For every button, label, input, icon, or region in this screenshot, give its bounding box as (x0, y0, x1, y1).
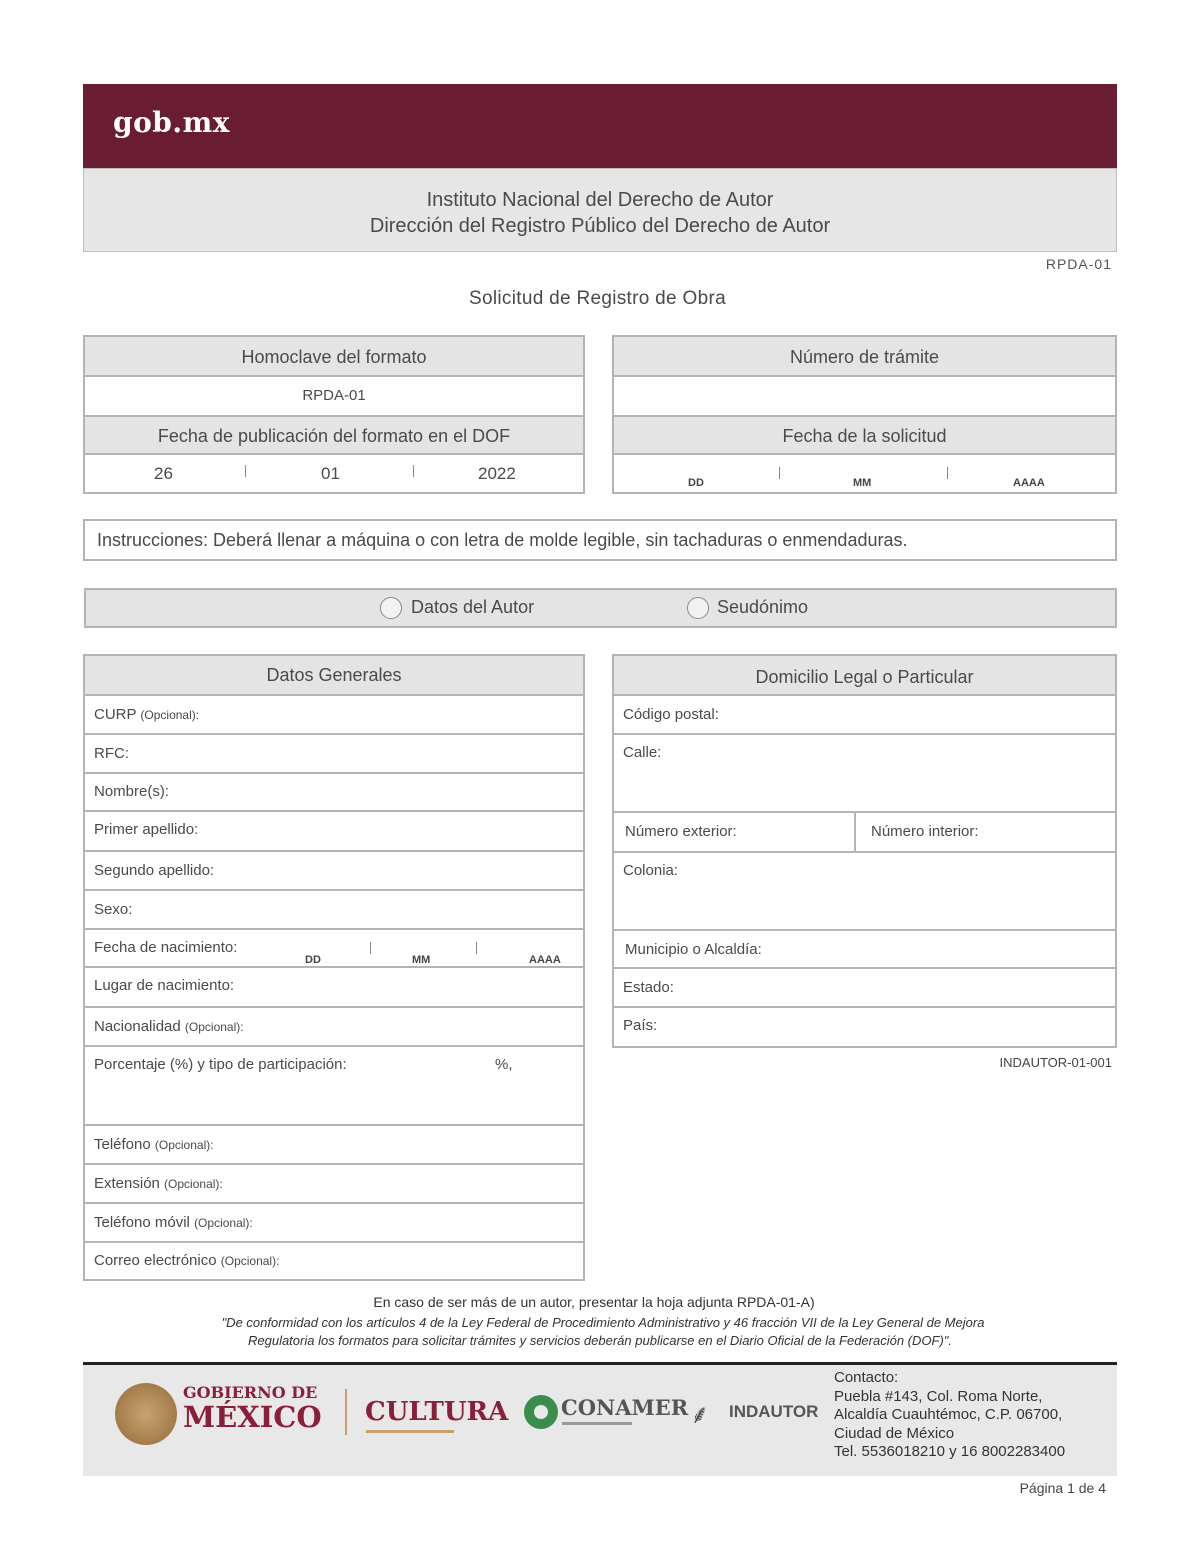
nombre-label: Nombre(s): (94, 783, 170, 800)
date-separator (413, 465, 414, 477)
dd-placeholder: DD (305, 954, 321, 966)
indautor-logo: INDAUTOR (729, 1402, 819, 1421)
colonia-field[interactable] (614, 853, 1115, 931)
gobierno-logo-line1: GOBIERNO DE (183, 1383, 318, 1402)
telefono-movil-field[interactable] (85, 1204, 583, 1243)
fecha-solicitud-field[interactable] (614, 455, 1115, 492)
opcional-label: (Opcional): (194, 1216, 253, 1230)
telefono-field[interactable] (85, 1126, 583, 1165)
domicilio-title: Domicilio Legal o Particular (755, 667, 974, 687)
mm-placeholder: MM (853, 477, 872, 489)
dof-month: 01 (321, 464, 340, 483)
rfc-label: RFC: (94, 745, 129, 762)
conamer-icon (524, 1395, 558, 1429)
numero-row (614, 813, 1115, 853)
opcional-label: (Opcional): (154, 1138, 214, 1152)
estado-field[interactable] (614, 969, 1115, 1008)
homoclave-header (85, 337, 583, 377)
aaaa-placeholder: AAAA (1013, 477, 1045, 489)
logo-divider (345, 1389, 347, 1435)
date-separator (245, 465, 246, 477)
homoclave-value-row (85, 377, 583, 417)
extension-label: Extensión (94, 1175, 160, 1192)
segundo-apellido-field[interactable] (85, 852, 583, 891)
page-number: Página 1 de 4 (1019, 1480, 1106, 1496)
gobierno-de-mexico-logo (183, 1385, 322, 1432)
calle-label: Calle: (623, 744, 662, 761)
footer-band (83, 1362, 1117, 1476)
nacionalidad-field[interactable] (85, 1008, 583, 1047)
numero-interior-field[interactable] (856, 813, 1115, 851)
conamer-logo: CONAMER (561, 1395, 689, 1420)
contact-city: Ciudad de México (834, 1424, 955, 1442)
dof-label: Fecha de publicación del formato en el DOF (157, 426, 511, 446)
radio-datos-autor[interactable] (380, 597, 402, 619)
homoclave-value: RPDA-01 (302, 387, 366, 404)
primer-apellido-field[interactable] (85, 812, 583, 852)
dof-date-row (85, 455, 583, 492)
indautor-icon: ⸙ (690, 1399, 710, 1429)
domicilio-header (614, 656, 1115, 696)
telefono-movil-label: Teléfono móvil (94, 1214, 190, 1231)
lugar-nacimiento-label: Lugar de nacimiento: (94, 977, 235, 994)
porcentaje-field[interactable] (85, 1047, 583, 1126)
opcional-label: (Opcional): (164, 1177, 223, 1191)
datos-generales-header (85, 656, 583, 696)
tramite-box (612, 335, 1117, 494)
pais-label: País: (623, 1017, 658, 1034)
curp-field[interactable] (85, 696, 583, 735)
correo-field[interactable] (85, 1243, 583, 1279)
gob-banner (83, 84, 1117, 168)
date-separator (370, 942, 371, 954)
segundo-apellido-label: Segundo apellido: (94, 862, 215, 879)
instructions-box: Instrucciones: Deberá llenar a máquina o con letra de molde legible, sin tachaduras o enmendaduras. (83, 519, 1117, 561)
nombre-field[interactable] (85, 774, 583, 812)
fecha-nacimiento-label: Fecha de nacimiento: (94, 939, 238, 956)
institute-name: Instituto Nacional del Derecho de Autor (426, 189, 774, 211)
legal-note-line2: Regulatoria los formatos para solicitar trámites y servicios deberán publicarse en el Diario Oficial de la Federación (DOF)". (247, 1333, 952, 1348)
indautor-form-code: INDAUTOR-01-001 (999, 1055, 1112, 1070)
pais-field[interactable] (614, 1008, 1115, 1046)
opcional-label: (Opcional): (220, 1254, 280, 1268)
datos-generales-title: Datos Generales (266, 665, 402, 685)
institute-header (83, 168, 1117, 252)
multiple-authors-note: En caso de ser más de un autor, presentar la hoja adjunta RPDA-01-A) (373, 1294, 815, 1310)
sexo-label: Sexo: (94, 901, 133, 918)
author-type-selector (84, 588, 1117, 628)
porcentaje-suffix: %, (495, 1056, 513, 1073)
municipio-field[interactable] (614, 931, 1115, 969)
opcional-label: (Opcional): (184, 1020, 244, 1034)
dd-placeholder: DD (688, 477, 704, 489)
lugar-nacimiento-field[interactable] (85, 968, 583, 1008)
contact-info (834, 1369, 1065, 1462)
gob-mx-logo: gob.mx (113, 106, 230, 139)
cultura-logo: CULTURA (365, 1397, 509, 1427)
gobierno-logo-line2: MÉXICO (183, 1400, 322, 1434)
numero-interior-label: Número interior: (871, 823, 979, 840)
cultura-underline (366, 1430, 454, 1433)
contact-address: Puebla #143, Col. Roma Norte, (834, 1387, 1043, 1405)
municipio-label: Municipio o Alcaldía: (625, 941, 762, 958)
contact-alcaldia: Alcaldía Cuauhtémoc, C.P. 06700, (834, 1406, 1063, 1423)
nacionalidad-label: Nacionalidad (94, 1018, 181, 1035)
aaaa-placeholder: AAAA (529, 954, 561, 966)
colonia-label: Colonia: (623, 862, 679, 879)
primer-apellido-label: Primer apellido: (94, 821, 199, 838)
homoclave-label: Homoclave del formato (241, 347, 427, 367)
rfc-field[interactable] (85, 735, 583, 774)
dof-day: 26 (154, 464, 173, 483)
datos-generales-box (83, 654, 585, 1281)
fecha-nacimiento-field[interactable] (85, 930, 583, 968)
codigo-postal-label: Código postal: (623, 706, 719, 723)
correo-label: Correo electrónico (94, 1252, 217, 1269)
contact-title: Contacto: (834, 1369, 899, 1386)
mm-placeholder: MM (412, 954, 431, 966)
numero-exterior-field[interactable] (614, 813, 856, 851)
numero-exterior-label: Número exterior: (625, 823, 737, 840)
radio-seudonimo-label[interactable]: Seudónimo (717, 597, 809, 617)
telefono-label: Teléfono (94, 1136, 151, 1153)
form-title: Solicitud de Registro de Obra (469, 288, 726, 309)
numero-tramite-field[interactable] (614, 377, 1115, 417)
date-separator (947, 467, 948, 479)
contact-phone: Tel. 5536018210 y 16 8002283400 (834, 1443, 1066, 1460)
curp-label: CURP (94, 706, 137, 723)
directorate-name: Dirección del Registro Público del Derecho de Autor (369, 215, 831, 237)
conamer-underline (562, 1422, 632, 1425)
format-info-box (83, 335, 585, 494)
fecha-solicitud-header (614, 417, 1115, 455)
codigo-postal-field[interactable] (614, 696, 1115, 735)
numero-tramite-header (614, 337, 1115, 377)
dof-year: 2022 (478, 464, 516, 483)
calle-field[interactable] (614, 735, 1115, 813)
estado-label: Estado: (623, 979, 674, 996)
date-separator (476, 942, 477, 954)
fecha-solicitud-label: Fecha de la solicitud (782, 426, 947, 446)
radio-datos-autor-label[interactable]: Datos del Autor (411, 597, 535, 617)
date-separator (779, 467, 780, 479)
porcentaje-label: Porcentaje (%) y tipo de participación: (94, 1056, 347, 1073)
mexico-seal-icon (115, 1383, 177, 1445)
dof-header (85, 417, 583, 455)
opcional-label: (Opcional): (140, 708, 200, 722)
domicilio-box (612, 654, 1117, 1048)
extension-field[interactable] (85, 1165, 583, 1204)
numero-tramite-label: Número de trámite (789, 347, 940, 367)
sexo-field[interactable] (85, 891, 583, 930)
form-code-top: RPDA-01 (1045, 256, 1112, 272)
radio-seudonimo[interactable] (687, 597, 709, 619)
legal-note-line1: "De conformidad con los artículos 4 de la Ley Federal de Procedimiento Administrativo y 46 fracción VII de la Ley General de Mejora (221, 1315, 985, 1330)
